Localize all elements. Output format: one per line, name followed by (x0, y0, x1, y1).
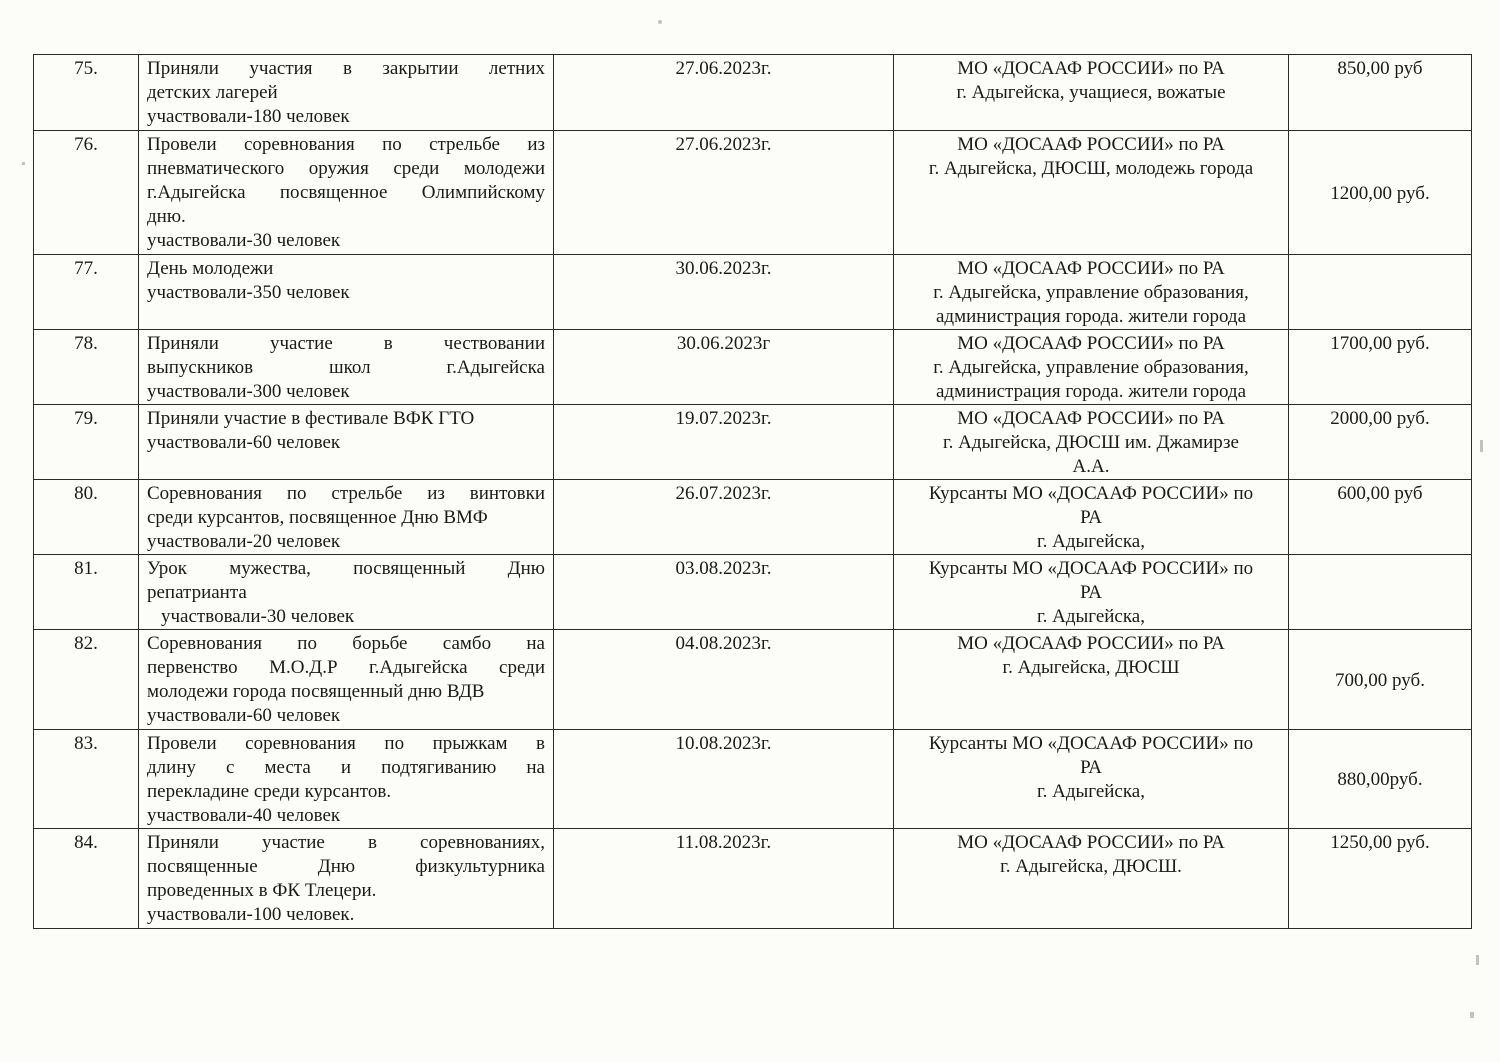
table-row (34, 829, 1472, 929)
row-number: 84. (34, 829, 139, 929)
scan-speck (1480, 440, 1483, 452)
table-row (34, 555, 1472, 630)
event-description: Приняли участие в чествовании выпускников школ г.Адыгейска участвовали-300 человек (139, 330, 554, 405)
event-date: 30.06.2023г (554, 330, 894, 405)
event-organizers: Курсанты МО «ДОСААФ РОССИИ» по РА г. Адыгейска, (894, 730, 1289, 829)
row-number: 82. (34, 630, 139, 730)
event-date: 03.08.2023г. (554, 555, 894, 630)
event-date: 26.07.2023г. (554, 480, 894, 555)
events-table (33, 54, 1472, 929)
event-organizers: МО «ДОСААФ РОССИИ» по РА г. Адыгейска, управление образования, администрация города. жители города (894, 330, 1289, 405)
table-row (34, 330, 1472, 405)
event-amount: 880,00руб. (1289, 730, 1472, 829)
table-row (34, 480, 1472, 555)
event-amount: 1250,00 руб. (1289, 829, 1472, 929)
table-row (34, 405, 1472, 480)
event-organizers: Курсанты МО «ДОСААФ РОССИИ» по РА г. Адыгейска, (894, 480, 1289, 555)
event-organizers: Курсанты МО «ДОСААФ РОССИИ» по РА г. Адыгейска, (894, 555, 1289, 630)
event-organizers: МО «ДОСААФ РОССИИ» по РА г. Адыгейска, ДЮСШ. (894, 829, 1289, 929)
event-organizers: МО «ДОСААФ РОССИИ» по РА г. Адыгейска, учащиеся, вожатые (894, 55, 1289, 131)
event-description: День молодежи участвовали-350 человек (139, 255, 554, 330)
event-organizers: МО «ДОСААФ РОССИИ» по РА г. Адыгейска, ДЮСШ им. Джамирзе А.А. (894, 405, 1289, 480)
event-organizers: МО «ДОСААФ РОССИИ» по РА г. Адыгейска, ДЮСШ, молодежь города (894, 131, 1289, 255)
event-amount: 600,00 руб (1289, 480, 1472, 555)
event-date: 30.06.2023г. (554, 255, 894, 330)
row-number: 81. (34, 555, 139, 630)
row-number: 78. (34, 330, 139, 405)
event-amount (1289, 255, 1472, 330)
event-date: 27.06.2023г. (554, 55, 894, 131)
event-amount: 1200,00 руб. (1289, 131, 1472, 255)
event-amount: 1700,00 руб. (1289, 330, 1472, 405)
event-description: Провели соревнования по прыжкам в длину с места и подтягиванию на перекладине среди курсантов. участвовали-40 человек (139, 730, 554, 829)
row-number: 79. (34, 405, 139, 480)
table-row (34, 630, 1472, 730)
table-row (34, 730, 1472, 829)
event-description: Приняли участия в закрытии летних детских лагерей участвовали-180 человек (139, 55, 554, 131)
event-date: 11.08.2023г. (554, 829, 894, 929)
event-description: Провели соревнования по стрельбе из пневматического оружия среди молодежи г.Адыгейска посвященное Олимпийскому дню. участвовали-30 человек (139, 131, 554, 255)
event-amount: 700,00 руб. (1289, 630, 1472, 730)
event-description: Урок мужества, посвященный Дню репатрианта участвовали-30 человек (139, 555, 554, 630)
scan-speck (1476, 955, 1479, 965)
event-date: 19.07.2023г. (554, 405, 894, 480)
table-row (34, 131, 1472, 255)
scan-speck (1470, 1012, 1474, 1018)
event-description: Приняли участие в фестивале ВФК ГТО участвовали-60 человек (139, 405, 554, 480)
scan-speck (658, 20, 662, 24)
row-number: 75. (34, 55, 139, 131)
event-date: 27.06.2023г. (554, 131, 894, 255)
scan-speck (22, 162, 25, 165)
row-number: 76. (34, 131, 139, 255)
row-number: 77. (34, 255, 139, 330)
event-date: 10.08.2023г. (554, 730, 894, 829)
event-organizers: МО «ДОСААФ РОССИИ» по РА г. Адыгейска, ДЮСШ (894, 630, 1289, 730)
event-description: Приняли участие в соревнованиях, посвященные Дню физкультурника проведенных в ФК Тлецери. участвовали-100 человек. (139, 829, 554, 929)
event-amount: 2000,00 руб. (1289, 405, 1472, 480)
table-row (34, 255, 1472, 330)
event-description: Соревнования по борьбе самбо на первенство М.О.Д.Р г.Адыгейска среди молодежи города посвященный дню ВДВ участвовали-60 человек (139, 630, 554, 730)
event-amount (1289, 555, 1472, 630)
event-date: 04.08.2023г. (554, 630, 894, 730)
table-row (34, 55, 1472, 131)
event-description: Соревнования по стрельбе из винтовки среди курсантов, посвященное Дню ВМФ участвовали-20 человек (139, 480, 554, 555)
event-amount: 850,00 руб (1289, 55, 1472, 131)
event-organizers: МО «ДОСААФ РОССИИ» по РА г. Адыгейска, управление образования, администрация города. жители города (894, 255, 1289, 330)
row-number: 83. (34, 730, 139, 829)
row-number: 80. (34, 480, 139, 555)
